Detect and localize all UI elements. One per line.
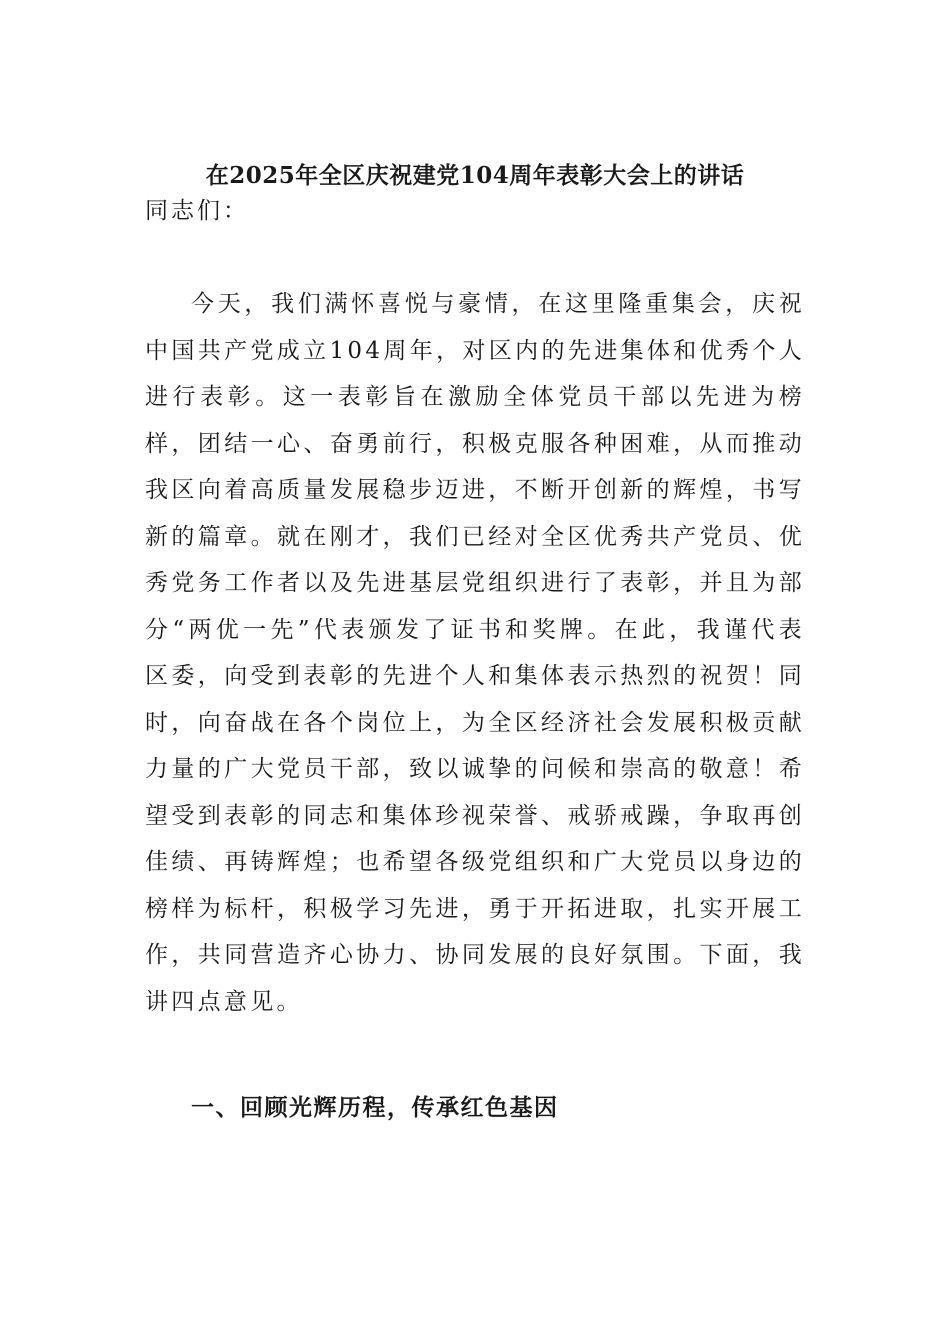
body-paragraph: 今天，我们满怀喜悦与豪情，在这里隆重集会，庆祝中国共产党成立104周年，对区内的先进集体和优秀个人进行表彰。这一表彰旨在激励全体党员干部以先进为榜样，团结一心、奋勇前行，积极克服各种困难，从而推动我区向着高质量发展稳步迈进，不断开创新的辉煌，书写新的篇章。就在刚才，我们已经对全区优秀共产党员、优秀党务工作者以及先进基层党组织进行了表彰，并且为部分“两优一先”代表颁发了证书和奖牌。在此，我谨代表区委，向受到表彰的先进个人和集体表示热烈的祝贺！同时，向奋战在各个岗位上，为全区经济社会发展积极贡献力量的广大党员干部，致以诚挚的问候和崇高的敬意！希望受到表彰的同志和集体珍视荣誉、戒骄戒躁，争取再创佳绩、再铸辉煌；也希望各级党组织和广大党员以身边的榜样为标杆，积极学习先进，勇于开拓进取，扎实开展工作，共同营造齐心协力、协同发展的良好氛围。下面，我讲四点意见。 — [145, 291, 805, 1015]
section-heading: 一、回顾光辉历程，传承红色基因 — [191, 1094, 559, 1121]
salutation: 同志们： — [145, 198, 249, 224]
document-title: 在2025年全区庆祝建党104周年表彰大会上的讲话 — [205, 162, 745, 189]
